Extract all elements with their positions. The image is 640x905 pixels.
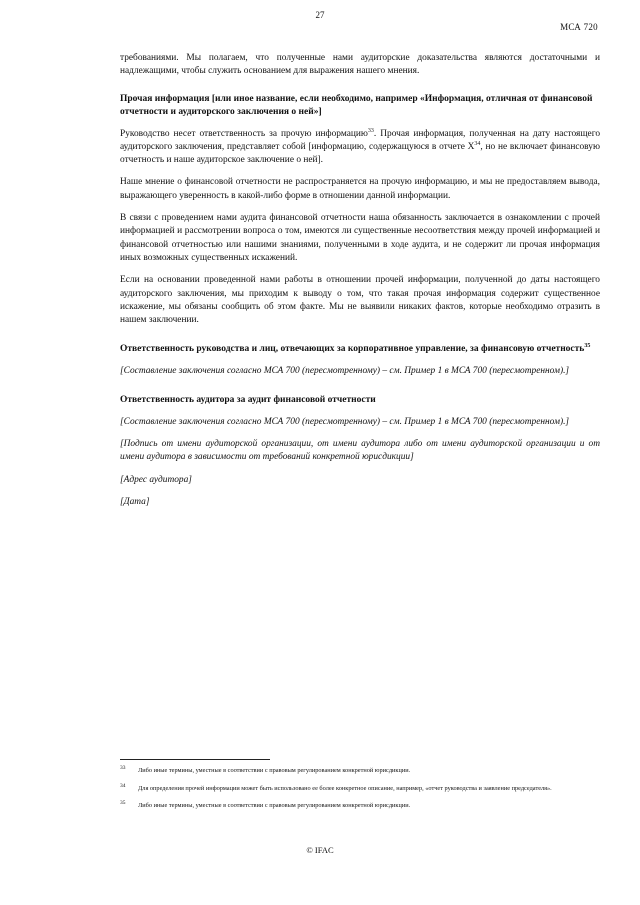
- footnote-ref-35[interactable]: 35: [584, 343, 591, 350]
- paragraph-mgmt-instruction: [Составление заключения согласно МСА 700 (пересмотренному) – см. Пример 1 в МСА 700 (пересмотренном).]: [120, 365, 570, 376]
- paragraph-conclusion: Если на основании проведенной нами работы в отношении прочей информации, полученной до даты настоящего аудиторского заключения, мы приходим к выводу о том, что такая прочая информация содержит существенное искажение, мы обязаны сообщить об этом факте. Мы не выявили никаких фактов, которые необходимо отразить в нашем заключении.: [120, 275, 600, 326]
- footnote-item: [120, 766, 600, 776]
- footnote-text: Либо иные термины, уместные в соответствии с правовым регулированием конкретной юрисдикции.: [138, 802, 411, 809]
- footnote-ref-34[interactable]: 34: [474, 140, 481, 147]
- page-number: 27: [315, 10, 325, 20]
- page-body: [120, 52, 600, 518]
- document-id: МСА 720: [560, 22, 598, 32]
- footnote-ref-33[interactable]: 33: [367, 127, 374, 134]
- footnote-item: [120, 784, 600, 794]
- paragraph-signature: [Подпись от имени аудиторской организации, от имени аудитора либо от имени аудиторской организации и от имени аудитора в зависимости от требований конкретной юрисдикции]: [120, 439, 600, 463]
- paragraph-auditor-address: [Адрес аудитора]: [120, 474, 192, 485]
- footnote-text: Для определения прочей информации может быть использовано ее более конкретное описание, например, «отчет руководства и заявление председателя».: [138, 784, 552, 792]
- footnotes-section: [120, 766, 600, 819]
- footnote-number: 33: [120, 765, 126, 771]
- heading-text: Ответственность руководства и лиц, отвечающих за корпоративное управление, за финансовую отчетность: [120, 344, 585, 355]
- heading-other-information: Прочая информация [или иное название, если необходимо, например «Информация, отличная от финансовой отчетности и аудиторского заключения о ней»]: [120, 93, 593, 118]
- paragraph-opinion: Наше мнение о финансовой отчетности не распространяется на прочую информацию, и мы не предоставляем вывода, выражающего уверенность в какой-либо форме в отношении данной информации.: [120, 177, 600, 201]
- footnote-divider: [120, 759, 270, 760]
- paragraph-text-part: Руководство несет ответственность за прочую информацию: [120, 128, 368, 139]
- footnote-number: 35: [120, 800, 126, 806]
- paragraph-text-part: , но не включает финансовую отчетность и наше аудиторское заключение о ней].: [120, 141, 600, 166]
- heading-auditor-responsibility: Ответственность аудитора за аудит финансовой отчетности: [120, 395, 376, 406]
- footnote-item: [120, 801, 600, 811]
- footnote-number: 34: [120, 782, 126, 789]
- footnote-text: Либо иные термины, уместные в соответствии с правовым регулированием конкретной юрисдикции.: [138, 767, 411, 774]
- heading-management-responsibility: [120, 343, 600, 357]
- paragraph-continuation: требованиями. Мы полагаем, что полученные нами аудиторские доказательства являются достаточными и надлежащими, чтобы служить основанием для выражения нашего мнения.: [120, 53, 600, 77]
- paragraph-text-part: . Прочая информация, полученная на дату настоящего аудиторского заключения, представляет собой [информацию, содержащуюся в отчете X: [120, 128, 601, 152]
- copyright-footer: © IFAC: [306, 845, 334, 855]
- paragraph-auditor-duty: В связи с проведением нами аудита финансовой отчетности наша обязанность заключается в ознакомлении с прочей информацией и рассмотрении вопроса о том, имеются ли существенные несоответствия между прочей информацией и финансовой отчетностью или нашими знаниями, полученными в ходе аудита, и не содержит ли прочая информация иных возможных существенных искажений.: [120, 213, 600, 263]
- paragraph-auditor-instruction: [Составление заключения согласно МСА 700 (пересмотренному) – см. Пример 1 в МСА 700 (пересмотренном).]: [120, 416, 570, 427]
- paragraph-management-responsibility: [120, 128, 600, 168]
- paragraph-date: [Дата]: [120, 496, 150, 507]
